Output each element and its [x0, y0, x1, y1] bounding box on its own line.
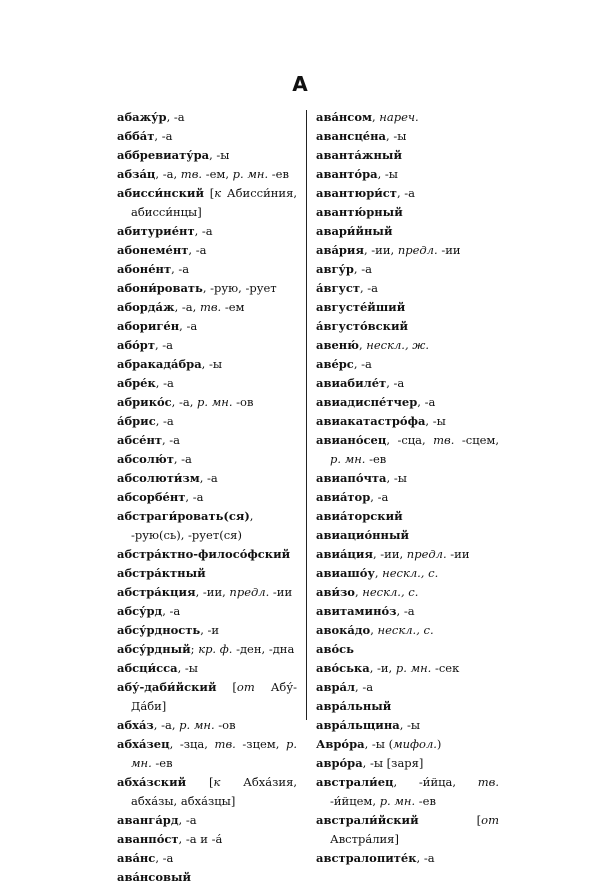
dictionary-entry	[316, 640, 499, 659]
entry-grammar: , -а	[188, 243, 207, 257]
headword: авока́до	[316, 623, 371, 637]
entry-grammar: , -ы	[425, 414, 446, 428]
headword: абонеме́нт	[117, 243, 189, 257]
dictionary-entry	[117, 811, 297, 830]
headword: авансце́на	[316, 129, 386, 143]
dictionary-entry	[117, 260, 297, 279]
entry-grammar: , -а	[155, 376, 174, 390]
dictionary-entry	[316, 621, 499, 640]
entry-grammar: ; кр. ф. -ден, -дна	[190, 642, 295, 656]
headword: аванта́жный	[316, 148, 402, 162]
headword: ава́нсовый	[117, 870, 192, 884]
entry-grammar: , -а	[155, 414, 174, 428]
dictionary-entry	[117, 127, 297, 146]
entry-grammar: , -а, р. мн. -ов	[153, 718, 236, 732]
headword: ави́зо	[316, 585, 355, 599]
headword: абре́к	[117, 376, 156, 390]
entry-grammar: , -а	[417, 395, 436, 409]
dictionary-entry	[117, 336, 297, 355]
headword: абба́т	[117, 129, 155, 143]
entry-grammar: , -а	[171, 262, 190, 276]
dictionary-entry	[117, 317, 297, 336]
headword: аванто́ра	[316, 167, 378, 181]
headword: авиакатастро́фа	[316, 414, 426, 428]
dictionary-entry	[316, 393, 499, 412]
dictionary-entry	[316, 336, 499, 355]
dictionary-entry	[117, 564, 297, 583]
dictionary-entry	[117, 488, 297, 507]
dictionary-entry	[117, 640, 297, 659]
headword: авиа́тор	[316, 490, 371, 504]
dictionary-entry	[117, 602, 297, 621]
dictionary-entry	[316, 469, 499, 488]
entry-grammar: , нескл., с.	[374, 566, 439, 580]
entry-grammar: , -ии, предл. -ии	[372, 547, 470, 561]
dictionary-entry	[316, 317, 499, 336]
entry-grammar: , -а	[194, 224, 213, 238]
headword: ава́рия	[316, 243, 364, 257]
headword: авра́л	[316, 680, 356, 694]
headword: абориге́н	[117, 319, 180, 333]
entry-grammar: , -а, тв. -ем	[174, 300, 245, 314]
entry-grammar: , -ы	[177, 661, 198, 675]
entry-grammar: , -сца, тв. -сцем, р. мн. -ев	[330, 433, 500, 466]
headword: аванпо́ст	[117, 832, 179, 846]
dictionary-entry	[316, 488, 499, 507]
headword: абха́зский	[117, 775, 187, 789]
entry-grammar: , -а и -а́	[178, 832, 223, 846]
dictionary-entry	[316, 203, 499, 222]
dictionary-entry	[117, 108, 297, 127]
dictionary-entry	[316, 678, 499, 697]
dictionary-entry	[316, 412, 499, 431]
dictionary-entry	[316, 374, 499, 393]
headword: абза́ц	[117, 167, 156, 181]
dictionary-entry	[316, 564, 499, 583]
headword: абсорбе́нт	[117, 490, 186, 504]
entry-grammar: , -а	[154, 338, 174, 352]
entry-grammar: , -а, тв. -ем, р. мн. -ев	[155, 167, 289, 181]
headword: абсолюти́зм	[117, 471, 200, 485]
headword: австрали́йский	[316, 813, 419, 827]
entry-grammar: , -а	[353, 262, 372, 276]
headword: абисси́нский	[117, 186, 204, 200]
dictionary-entry	[117, 374, 297, 393]
entry-grammar: , нескл., ж.	[358, 338, 429, 352]
entry-grammar: , -ы (мифол.)	[364, 737, 442, 751]
entry-grammar: [от Абу́-Да́би]	[131, 680, 298, 713]
dictionary-entry	[117, 469, 297, 488]
headword: абсу́рд	[117, 604, 163, 618]
entry-grammar: , -ы	[377, 167, 398, 181]
headword: авгу́р	[316, 262, 354, 276]
entry-grammar: , нескл., с.	[354, 585, 419, 599]
entry-grammar: , -ии, предл. -ии	[195, 585, 293, 599]
headword: абстра́кция	[117, 585, 196, 599]
dictionary-entry	[316, 184, 499, 203]
dictionary-entry	[316, 811, 499, 849]
entry-grammar: [к Абха́зия, абха́зы, абха́зцы]	[131, 775, 297, 808]
entry-grammar: , -а	[185, 490, 204, 504]
dictionary-entry	[316, 260, 499, 279]
entry-grammar: , -а	[154, 129, 173, 143]
entry-grammar: , -а	[199, 471, 218, 485]
dictionary-entry	[117, 583, 297, 602]
dictionary-entry	[117, 735, 297, 773]
entry-grammar: , -а	[162, 604, 181, 618]
headword: абоне́нт	[117, 262, 172, 276]
dictionary-entry	[316, 127, 499, 146]
entry-grammar: , -а	[396, 186, 415, 200]
headword: авиабиле́т	[316, 376, 387, 390]
entry-grammar: , -рую, -рует	[202, 281, 277, 295]
dictionary-entry	[117, 241, 297, 260]
headword: аванга́рд	[117, 813, 179, 827]
dictionary-entry	[117, 298, 297, 317]
dictionary-entry	[117, 621, 297, 640]
entry-grammar: , -а	[179, 319, 198, 333]
dictionary-entry	[316, 754, 499, 773]
dictionary-entry	[117, 450, 297, 469]
dictionary-entry	[316, 108, 499, 127]
headword: авиацио́нный	[316, 528, 410, 542]
headword: аво́ська	[316, 661, 370, 675]
headword: ава́нс	[117, 851, 156, 865]
entry-grammar: , -а	[161, 433, 181, 447]
entry-grammar: [к Абисси́ния, абисси́нцы]	[131, 186, 297, 219]
dictionary-entry	[316, 697, 499, 716]
entry-grammar: , -рую(сь), -рует(ся)	[131, 509, 254, 542]
headword: або́рт	[117, 338, 155, 352]
entry-grammar: , -а	[155, 851, 174, 865]
dictionary-entry	[117, 507, 297, 545]
headword: абу́-даби́йский	[117, 680, 217, 694]
headword: а́брис	[117, 414, 156, 428]
dictionary-entry	[117, 355, 297, 374]
dictionary-entry	[117, 659, 297, 678]
headword: абстра́ктно-филосо́фский	[117, 547, 291, 561]
dictionary-entry	[117, 184, 297, 222]
entry-grammar: , -ы	[201, 357, 223, 371]
dictionary-entry	[316, 222, 499, 241]
dictionary-entry	[316, 583, 499, 602]
headword: ава́нсом	[316, 110, 372, 124]
entry-grammar: [от Австра́лия]	[330, 813, 499, 846]
dictionary-entry	[117, 678, 297, 716]
entry-grammar: , -а	[386, 376, 405, 390]
right-column	[316, 108, 499, 868]
headword: августе́йший	[316, 300, 406, 314]
entry-grammar: , -а	[178, 813, 197, 827]
dictionary-entry	[117, 849, 297, 868]
headword: абитурие́нт	[117, 224, 195, 238]
headword: авиа́ция	[316, 547, 373, 561]
dictionary-entry	[316, 165, 499, 184]
entry-grammar: , -а	[173, 452, 192, 466]
dictionary-entry	[316, 849, 499, 868]
dictionary-entry	[117, 868, 297, 887]
dictionary-entry	[117, 545, 297, 564]
headword: абони́ровать	[117, 281, 203, 295]
entry-grammar: , -а	[355, 680, 374, 694]
dictionary-entry	[117, 146, 297, 165]
headword: авиашо́у	[316, 566, 375, 580]
headword: аборда́ж	[117, 300, 175, 314]
dictionary-entry	[117, 773, 297, 811]
dictionary-entry	[316, 241, 499, 260]
dictionary-entry	[117, 393, 297, 412]
entry-grammar: , -ы	[386, 129, 407, 143]
headword: абсу́рдность	[117, 623, 201, 637]
dictionary-entry	[117, 830, 297, 849]
entry-grammar: , -а	[166, 110, 185, 124]
dictionary-entry	[117, 412, 297, 431]
headword: авитамино́з	[316, 604, 397, 618]
entry-grammar: , нескл., с.	[370, 623, 434, 637]
headword: абха́з	[117, 718, 154, 732]
headword: абстраги́ровать(ся)	[117, 509, 250, 523]
headword: авантю́рный	[316, 205, 403, 219]
dictionary-entry	[316, 355, 499, 374]
headword: абсолю́т	[117, 452, 174, 466]
headword: аве́рс	[316, 357, 354, 371]
dictionary-entry	[117, 431, 297, 450]
headword: авантюри́ст	[316, 186, 397, 200]
dictionary-entry	[316, 716, 499, 735]
column-divider	[306, 110, 307, 720]
entry-grammar: , -а	[416, 851, 435, 865]
headword: Авро́ра	[316, 737, 365, 751]
headword: а́вгуст	[316, 281, 360, 295]
dictionary-entry	[117, 165, 297, 184]
dictionary-entry	[117, 222, 297, 241]
entry-grammar: , -а	[353, 357, 372, 371]
dictionary-entry	[316, 773, 499, 811]
headword: абрико́с	[117, 395, 172, 409]
headword: абха́зец	[117, 737, 170, 751]
headword: авиапо́чта	[316, 471, 387, 485]
headword: а́вгусто́вский	[316, 319, 409, 333]
dictionary-entry	[316, 526, 499, 545]
entry-grammar: , -ии, предл. -ии	[363, 243, 461, 257]
headword: абсци́сса	[117, 661, 178, 675]
dictionary-entry	[117, 716, 297, 735]
headword: авра́льный	[316, 699, 392, 713]
headword: авеню́	[316, 338, 359, 352]
entry-grammar: , -ы [заря]	[362, 756, 424, 770]
entry-grammar: , нареч.	[371, 110, 419, 124]
dictionary-entry	[316, 279, 499, 298]
entry-grammar: , -а	[396, 604, 415, 618]
headword: абракада́бра	[117, 357, 202, 371]
headword: аббревиату́ра	[117, 148, 210, 162]
entry-grammar: , -а, р. мн. -ов	[171, 395, 254, 409]
headword: авиадиспе́тчер	[316, 395, 418, 409]
left-column	[117, 108, 297, 887]
entry-grammar: , -а	[370, 490, 389, 504]
dictionary-entry	[316, 298, 499, 317]
headword: австралопите́к	[316, 851, 417, 865]
headword: абажу́р	[117, 110, 167, 124]
entry-grammar: , -и́йца, тв. -и́йцем, р. мн. -ев	[330, 775, 499, 808]
entry-grammar: , -ы	[399, 718, 421, 732]
headword: авари́йный	[316, 224, 393, 238]
headword: авро́ра	[316, 756, 363, 770]
dictionary-entry	[316, 659, 499, 678]
headword: авиано́сец	[316, 433, 387, 447]
dictionary-entry	[316, 545, 499, 564]
headword: абстра́ктный	[117, 566, 206, 580]
headword: австрали́ец	[316, 775, 394, 789]
headword: абсе́нт	[117, 433, 162, 447]
headword: абсу́рдный	[117, 642, 191, 656]
dictionary-entry	[316, 735, 499, 754]
dictionary-entry	[117, 279, 297, 298]
entry-grammar: , -ы	[386, 471, 407, 485]
dictionary-entry	[316, 602, 499, 621]
entry-grammar: , -и, р. мн. -сек	[369, 661, 460, 675]
entry-grammar: , -а	[359, 281, 379, 295]
entry-grammar: , -ы	[209, 148, 230, 162]
section-letter: А	[292, 72, 308, 96]
dictionary-entry	[316, 507, 499, 526]
entry-grammar: , -зца, тв. -зцем, р. мн. -ев	[131, 737, 298, 770]
entry-grammar: , -и	[200, 623, 220, 637]
headword: авиа́торский	[316, 509, 403, 523]
dictionary-entry	[316, 431, 499, 469]
headword: авра́льщина	[316, 718, 400, 732]
headword: аво́сь	[316, 642, 354, 656]
dictionary-entry	[316, 146, 499, 165]
